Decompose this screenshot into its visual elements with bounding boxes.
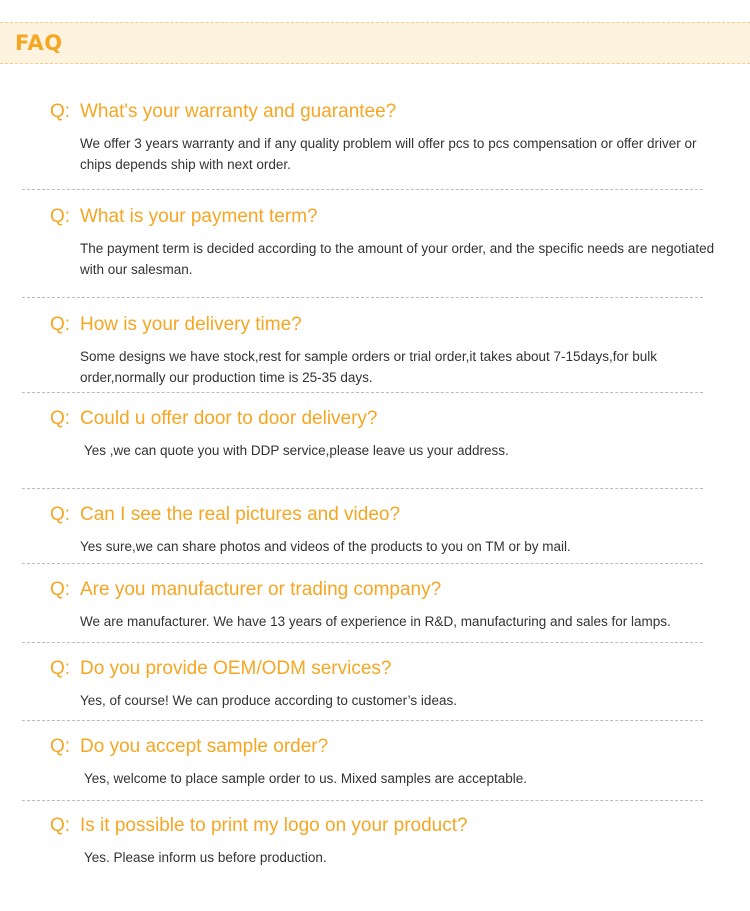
- question-text: What is your payment term?: [80, 206, 318, 227]
- divider: [22, 800, 703, 801]
- question-text: Is it possible to print my logo on your product?: [80, 815, 468, 836]
- divider: [22, 189, 703, 190]
- divider: [22, 392, 703, 393]
- question-prefix: Q:: [50, 579, 71, 600]
- question-text: Could u offer door to door delivery?: [80, 408, 378, 429]
- question-text: What's your warranty and guarantee?: [80, 101, 397, 122]
- divider: [22, 720, 703, 721]
- answer-text: We offer 3 years warranty and if any quality problem will offer pcs to pcs compensation or offer driver or chips depends ship with next order.: [80, 136, 697, 172]
- question-prefix: Q:: [50, 314, 71, 335]
- answer-text: Some designs we have stock,rest for sample orders or trial order,it takes about 7-15days,for bulk order,normally our production time is 25-35 days.: [80, 349, 658, 385]
- question-text: Do you provide OEM/ODM services?: [80, 658, 392, 679]
- question-prefix: Q:: [50, 408, 71, 429]
- answer-text: Yes, welcome to place sample order to us. Mixed samples are acceptable.: [84, 771, 527, 786]
- answer-text: Yes ,we can quote you with DDP service,please leave us your address.: [84, 443, 509, 458]
- divider: [22, 488, 703, 489]
- faq-header: [0, 22, 750, 64]
- question-text: How is your delivery time?: [80, 314, 302, 335]
- question-prefix: Q:: [50, 206, 71, 227]
- question-prefix: Q:: [50, 815, 71, 836]
- answer-text: Yes, of course! We can produce according to customer’s ideas.: [80, 693, 457, 708]
- page-title: FAQ: [15, 31, 63, 55]
- question-text: Can I see the real pictures and video?: [80, 504, 401, 525]
- divider: [22, 563, 703, 564]
- question-prefix: Q:: [50, 658, 71, 679]
- answer-text: We are manufacturer. We have 13 years of experience in R&D, manufacturing and sales for lamps.: [80, 614, 671, 629]
- question-text: Are you manufacturer or trading company?: [80, 579, 442, 600]
- answer-text: The payment term is decided according to the amount of your order, and the specific needs are negotiated with our salesman.: [80, 241, 715, 277]
- question-prefix: Q:: [50, 504, 71, 525]
- answer-text: Yes. Please inform us before production.: [84, 850, 327, 865]
- question-prefix: Q:: [50, 101, 71, 122]
- divider: [22, 297, 703, 298]
- question-prefix: Q:: [50, 736, 71, 757]
- divider: [22, 642, 703, 643]
- answer-text: Yes sure,we can share photos and videos of the products to you on TM or by mail.: [80, 539, 571, 554]
- question-text: Do you accept sample order?: [80, 736, 329, 757]
